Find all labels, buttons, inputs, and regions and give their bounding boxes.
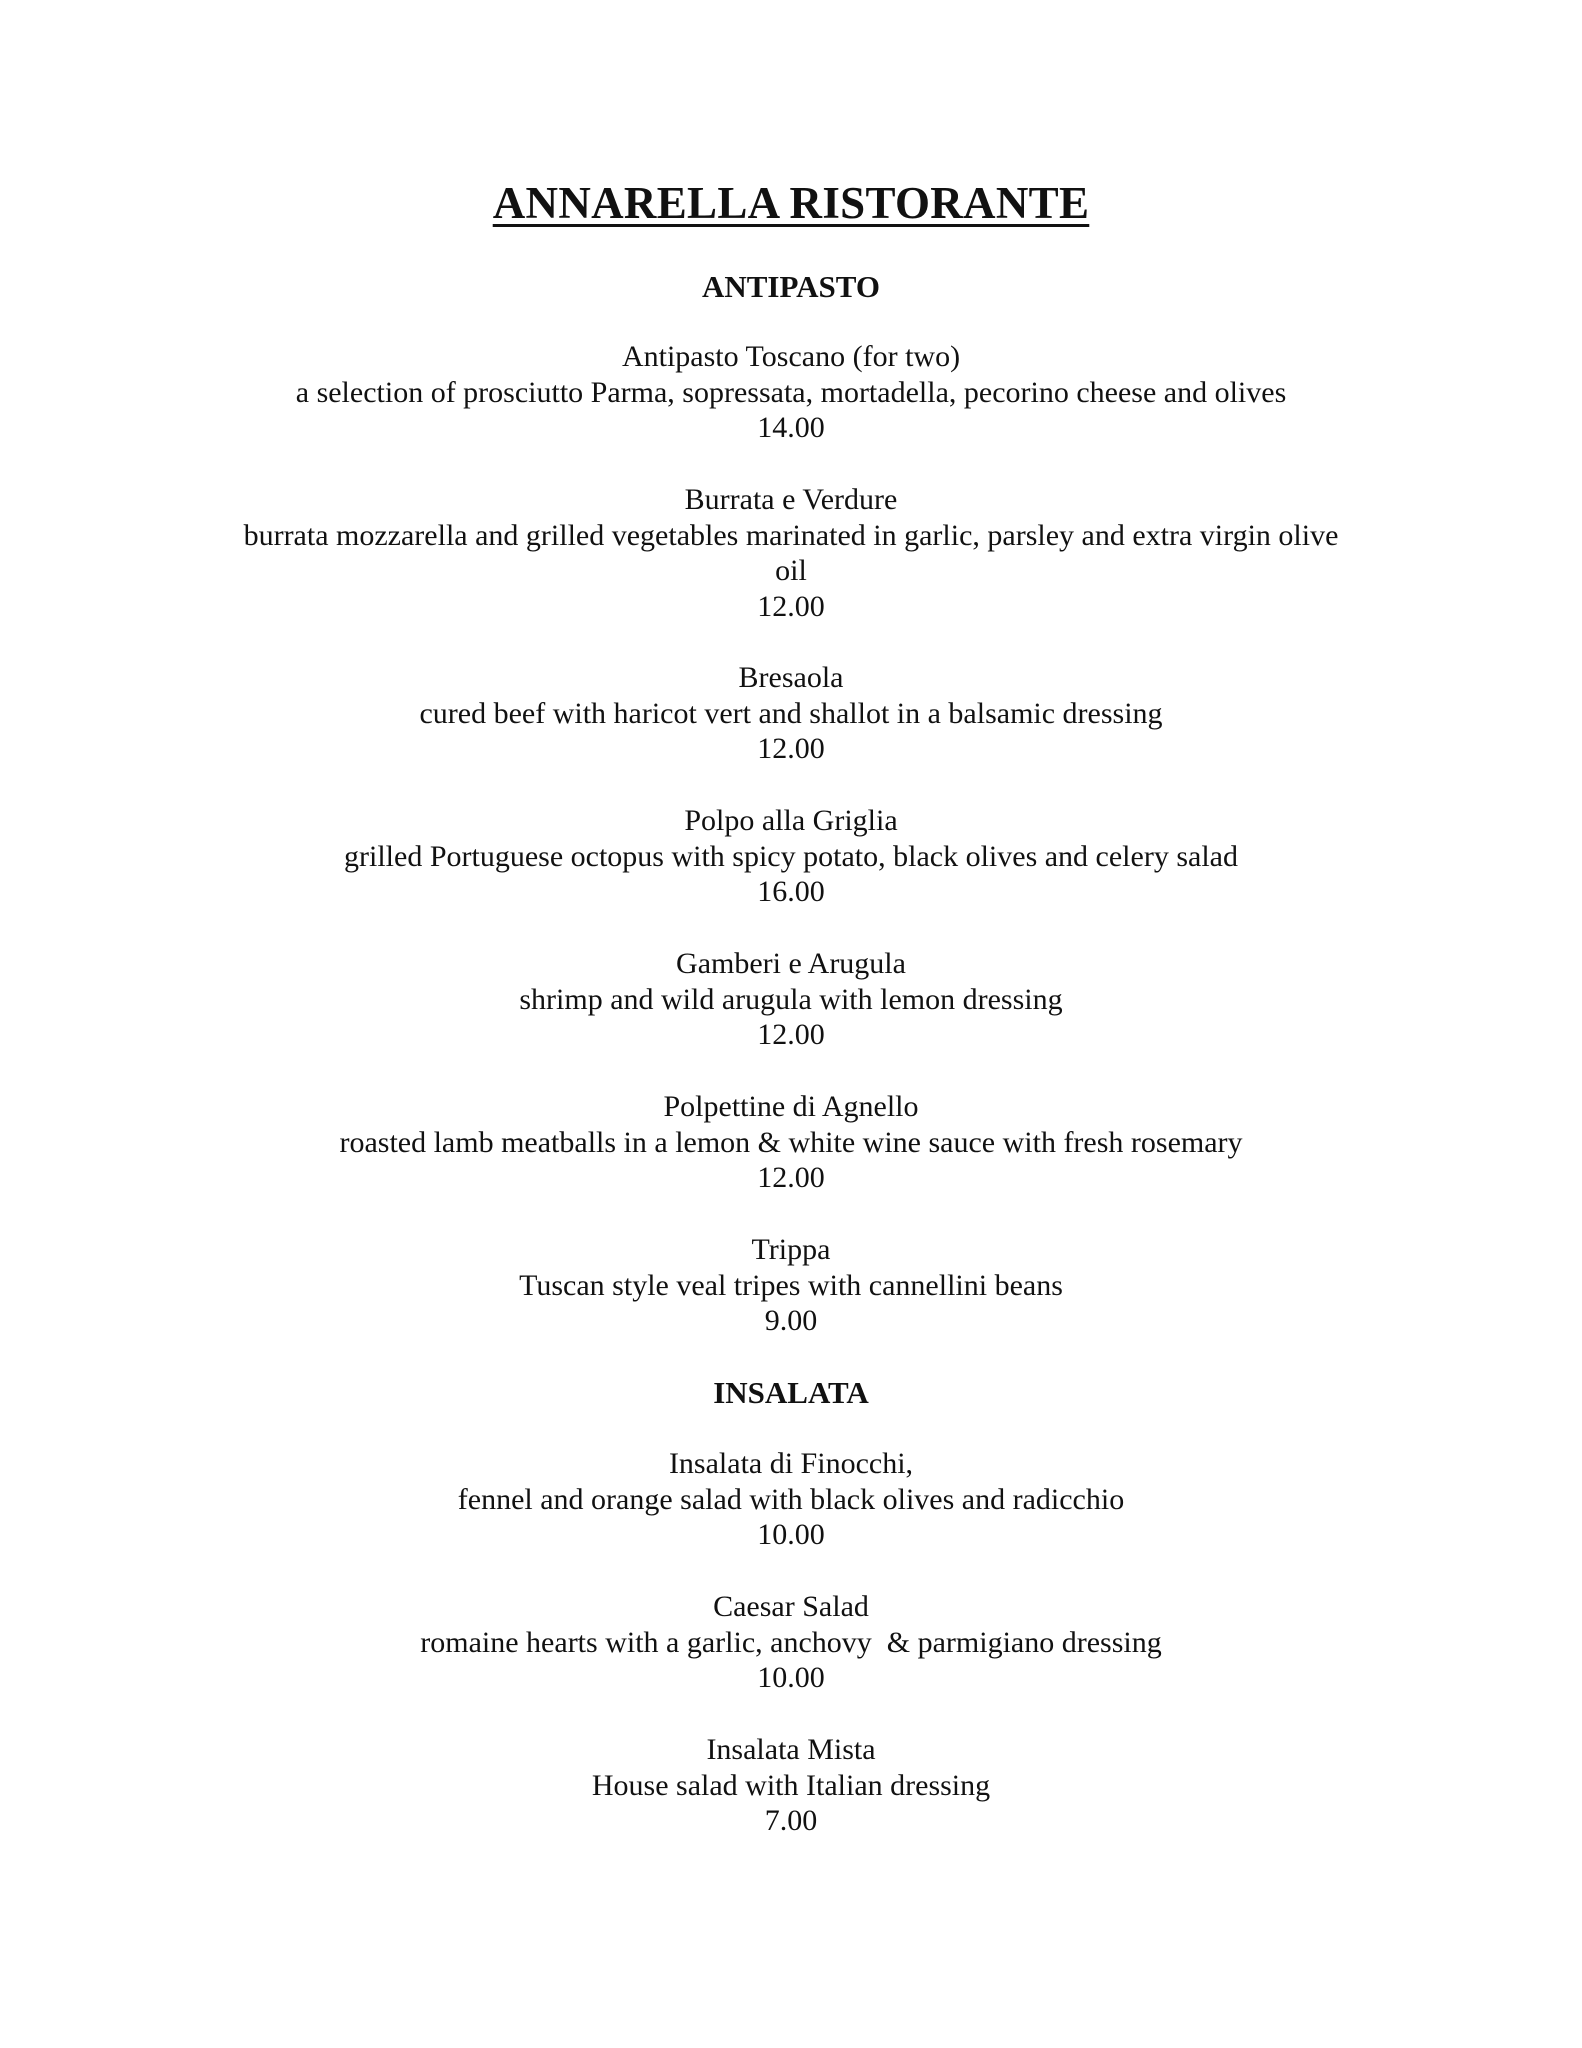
- menu-item-description: a selection of prosciutto Parma, sopressata, mortadella, pecorino cheese and olives: [295, 375, 1287, 409]
- menu-item-price: 9.00: [764, 1304, 818, 1338]
- menu-item-name: Bresaola: [738, 661, 844, 694]
- menu-item-name: Polpo alla Griglia: [684, 804, 898, 837]
- menu-item-description: grilled Portuguese octopus with spicy potato, black olives and celery salad: [344, 839, 1238, 873]
- menu-item-name: Polpettine di Agnello: [663, 1090, 919, 1123]
- menu-item: [230, 339, 1352, 446]
- menu-item-price: 14.00: [757, 411, 825, 445]
- menu-item-price: 12.00: [757, 1161, 825, 1195]
- menu-item-name: Trippa: [751, 1233, 831, 1266]
- menu-item-name: Antipasto Toscano (for two): [621, 340, 961, 373]
- menu-item: [230, 946, 1352, 1053]
- menu-item: [230, 1446, 1352, 1553]
- menu-item-price: 7.00: [764, 1804, 818, 1838]
- menu-item-description: fennel and orange salad with black olives and radicchio: [457, 1482, 1125, 1516]
- restaurant-title: ANNARELLA RISTORANTE: [492, 178, 1090, 228]
- menu-item-price: 10.00: [757, 1661, 825, 1695]
- menu-item: [230, 1232, 1352, 1339]
- menu-item-name: Burrata e Verdure: [684, 483, 898, 516]
- menu-item-description: roasted lamb meatballs in a lemon & white wine sauce with fresh rosemary: [339, 1125, 1243, 1159]
- section-heading-insalata: INSALATA: [713, 1375, 869, 1410]
- menu-item-price: 16.00: [757, 875, 825, 909]
- menu-item-description: burrata mozzarella and grilled vegetables marinated in garlic, parsley and extra virgin olive oil: [243, 518, 1339, 588]
- menu-item-price: 12.00: [757, 590, 825, 624]
- menu-item-name: Caesar Salad: [713, 1590, 869, 1623]
- menu-item: [230, 1089, 1352, 1196]
- menu-item: [230, 1589, 1352, 1696]
- menu-item-name: Insalata Mista: [706, 1733, 876, 1766]
- menu-item-description: romaine hearts with a garlic, anchovy & parmigiano dressing: [420, 1625, 1162, 1659]
- menu-item-name: Gamberi e Arugula: [676, 947, 906, 980]
- menu-item-description: cured beef with haricot vert and shallot in a balsamic dressing: [419, 696, 1163, 730]
- menu-item-price: 12.00: [757, 732, 825, 766]
- menu-item-price: 10.00: [757, 1518, 825, 1552]
- menu-item: [230, 660, 1352, 767]
- menu-item-name: Insalata di Finocchi,: [668, 1447, 914, 1480]
- menu-item-description: Tuscan style veal tripes with cannellini beans: [519, 1268, 1063, 1302]
- menu-item: [230, 1732, 1352, 1839]
- section-heading-antipasto: ANTIPASTO: [701, 269, 880, 304]
- menu-item: [230, 482, 1352, 625]
- menu-item-description: House salad with Italian dressing: [591, 1768, 991, 1802]
- menu-item-description: shrimp and wild arugula with lemon dressing: [519, 982, 1063, 1016]
- menu-item: [230, 803, 1352, 910]
- menu-item-price: 12.00: [757, 1018, 825, 1052]
